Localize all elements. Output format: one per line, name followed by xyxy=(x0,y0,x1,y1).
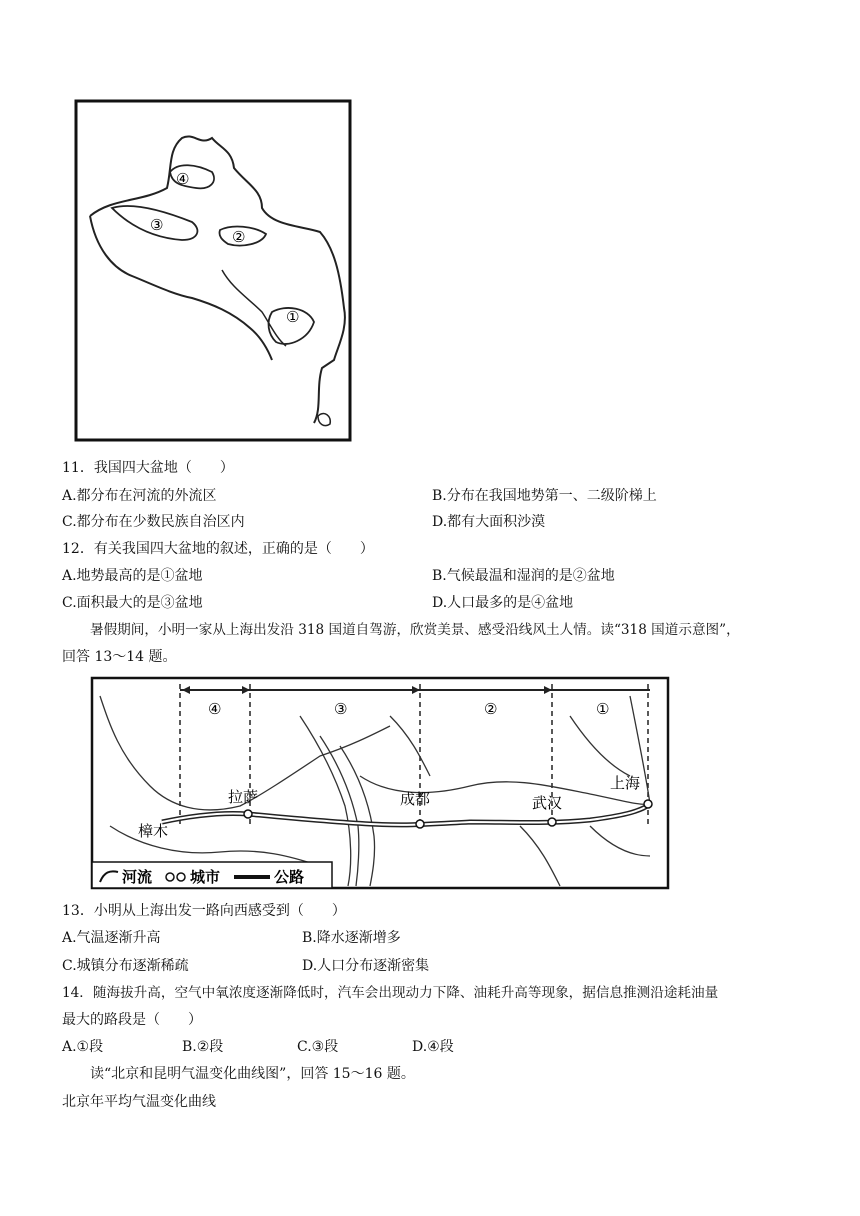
basin-1-label: ① xyxy=(286,308,300,326)
q12-option-c[interactable]: C.面积最大的是③盆地 xyxy=(62,595,203,611)
q12-option-a[interactable]: A.地势最高的是①盆地 xyxy=(62,568,203,584)
q11-option-d[interactable]: D.都有大面积沙漠 xyxy=(432,514,546,530)
q12-stem: 12．有关我国四大盆地的叙述，正确的是（ ） xyxy=(62,541,374,557)
q13-option-c[interactable]: C.城镇分布逐渐稀疏 xyxy=(62,958,189,974)
basin-3-label: ③ xyxy=(150,216,164,234)
q13-option-b[interactable]: B.降水逐渐增多 xyxy=(302,930,401,946)
segment-2-label: ② xyxy=(484,700,498,718)
q13-option-d[interactable]: D.人口分布逐渐密集 xyxy=(302,958,430,974)
q11-option-b[interactable]: B.分布在我国地势第一、二级阶梯上 xyxy=(432,488,657,504)
q14-option-a[interactable]: A.①段 xyxy=(62,1039,104,1055)
basin-2-label: ② xyxy=(232,228,246,246)
q14-option-c[interactable]: C.③段 xyxy=(297,1039,339,1055)
legend-city-label: 城市 xyxy=(190,868,221,886)
city-zhangmu-label: 樟木 xyxy=(138,822,169,840)
q13-option-a[interactable]: A.气温逐渐升高 xyxy=(62,930,161,946)
q11-option-c[interactable]: C.都分布在少数民族自治区内 xyxy=(62,514,245,530)
legend-river-label: 河流 xyxy=(122,868,153,886)
basins-map xyxy=(72,98,354,444)
segment-4-label: ④ xyxy=(208,700,222,718)
intro-15-line1: 读“北京和昆明气温变化曲线图”，回答 15～16 题。 xyxy=(90,1066,415,1082)
q12-option-d[interactable]: D.人口最多的是④盆地 xyxy=(432,595,574,611)
basin-4-label: ④ xyxy=(176,170,190,188)
city-wuhan-label: 武汉 xyxy=(532,794,563,812)
q14-line2: 最大的路段是（ ） xyxy=(62,1012,202,1028)
q11-stem: 11．我国四大盆地（ ） xyxy=(62,460,234,476)
route-318-map xyxy=(90,676,670,890)
intro-13-line1: 暑假期间，小明一家从上海出发沿 318 国道自驾游，欣赏美景、感受沿线风土人情。读“318 国道示意图”， xyxy=(90,622,740,638)
q14-option-d[interactable]: D.④段 xyxy=(412,1039,454,1055)
segment-3-label: ③ xyxy=(334,700,348,718)
q14-line1: 14．随海拔升高，空气中氧浓度逐渐降低时，汽车会出现动力下降、油耗升高等现象，据信息推测沿途耗油量 xyxy=(62,985,719,1001)
city-lhasa-label: 拉萨 xyxy=(228,788,259,806)
city-shanghai-label: 上海 xyxy=(610,774,641,792)
chart-caption: 北京年平均气温变化曲线 xyxy=(62,1094,216,1110)
q11-option-a[interactable]: A.都分布在河流的外流区 xyxy=(62,488,217,504)
q12-option-b[interactable]: B.气候最温和湿润的是②盆地 xyxy=(432,568,615,584)
q14-option-b[interactable]: B.②段 xyxy=(182,1039,224,1055)
city-chengdu-label: 成都 xyxy=(400,790,431,808)
q13-stem: 13．小明从上海出发一路向西感受到（ ） xyxy=(62,903,346,919)
segment-1-label: ① xyxy=(596,700,610,718)
intro-13-line2: 回答 13～14 题。 xyxy=(62,649,177,665)
legend-road-label: 公路 xyxy=(274,868,305,886)
